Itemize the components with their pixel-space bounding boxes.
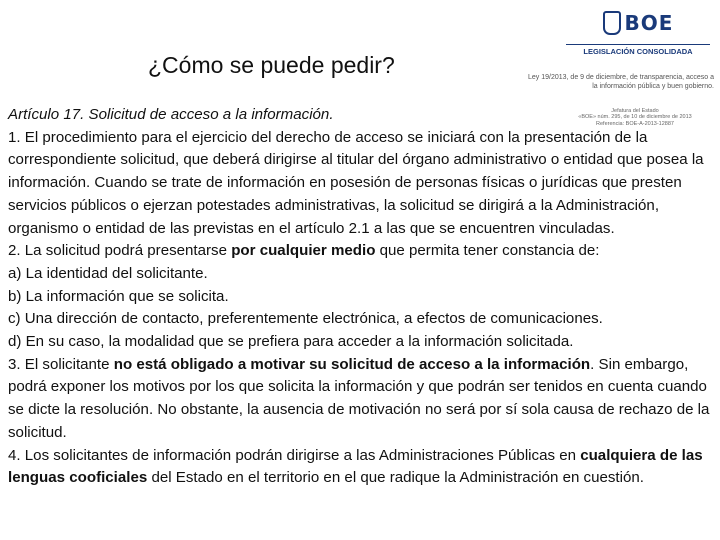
publication-label: «BOE» núm. 295, de 10 de diciembre de 2013 bbox=[578, 114, 692, 121]
boe-crest-icon bbox=[603, 11, 621, 35]
paragraph-3-text: 3. El solicitante bbox=[8, 355, 114, 373]
article-heading: Artículo 17. Solicitud de acceso a la información. bbox=[8, 106, 334, 123]
paragraph-2 bbox=[8, 240, 714, 263]
boe-logo-subtitle: LEGISLACIÓN CONSOLIDADA bbox=[566, 44, 710, 56]
paragraph-3-tail: . Sin embargo, podrá exponer los motivos por los que solicita la información y que podrán ser tenidos en cuenta cuando se dicte la resolución. No obstante, la ausencia de motivación no será por sí sola causa de rechazo de la solicitud. bbox=[8, 355, 710, 441]
slide-title: ¿Cómo se puede pedir? bbox=[148, 52, 395, 78]
paragraph-3-emphasis: no está obligado a motivar su solicitud de acceso a la información bbox=[113, 355, 591, 373]
list-item-c: c) Una dirección de contacto, preferentemente electrónica, a efectos de comunicaciones. bbox=[8, 310, 603, 328]
boe-logo-mark bbox=[566, 8, 710, 38]
paragraph-2-text: 2. La solicitud podrá presentarse bbox=[8, 242, 232, 260]
paragraph-2-emphasis: por cualquier medio bbox=[231, 242, 376, 260]
article-body bbox=[8, 104, 714, 490]
list-item-b: b) La información que se solicita. bbox=[8, 287, 229, 305]
paragraph-4-emphasis: cualquiera de las lenguas cooficiales bbox=[8, 446, 703, 487]
paragraph-3 bbox=[8, 354, 714, 445]
paragraph-4 bbox=[8, 445, 714, 490]
paragraph-4-tail: del Estado en el territorio en el que radique la Administración en cuestión. bbox=[147, 469, 644, 487]
boe-logo-text: BOE bbox=[624, 11, 674, 35]
list-item-a: a) La identidad del solicitante. bbox=[8, 264, 208, 282]
list-item-d: d) En su caso, la modalidad que se prefiera para acceder a la información solicitada. bbox=[8, 333, 574, 351]
law-reference: Ley 19/2013, de 9 de diciembre, de transparencia, acceso a la información pública y buen gobierno. bbox=[528, 74, 715, 90]
reference-id-label: Referencia: BOE-A-2013-12887 bbox=[596, 120, 674, 127]
jefatura-label: Jefatura del Estado bbox=[611, 108, 659, 114]
paragraph-2-tail: que permita tener constancia de: bbox=[375, 242, 600, 260]
paragraph-1: 1. El procedimiento para el ejercicio del derecho de acceso se iniciará con la presentación de la correspondiente solicitud, que deberá dirigirse al titular del órgano administrativo o entidad que posea la información. Cuando se trate de información en posesión de personas físicas o jurídicas que presten servicios públicos o ejerzan potestades administrativas, la solicitud se dirigirá a la Administración, organismo o entidad de las previstas en el artículo 2.1 a las que se encuentren vinculadas. bbox=[8, 128, 704, 237]
paragraph-4-text: 4. Los solicitantes de información podrán dirigirse a las Administraciones Públicas en bbox=[8, 446, 581, 464]
boe-logo bbox=[566, 8, 710, 56]
